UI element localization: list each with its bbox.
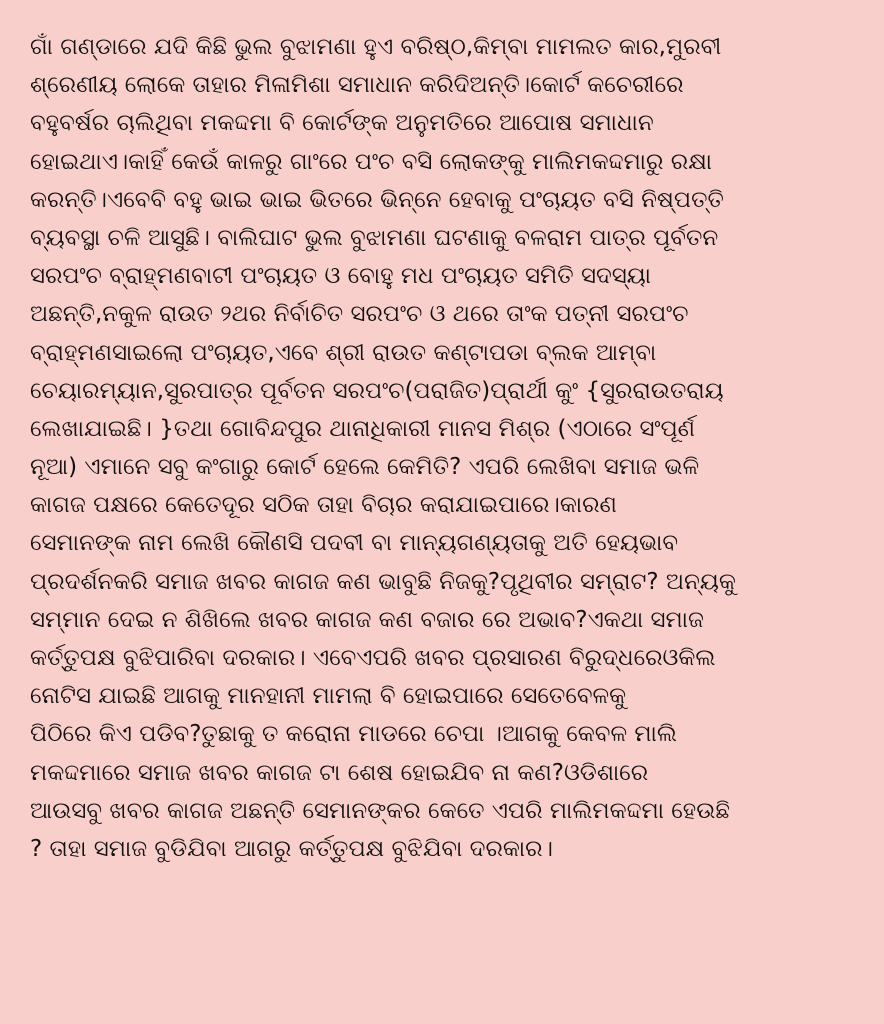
article-text: [30, 28, 854, 868]
text-line: ପିଠିରେ କିଏ ପଡିବ?ତୁଛାକୁ ତ କରୋନା ମାଡରେ ଚେପା ।ଆଗକୁ କେବଳ ମାଲି: [30, 721, 677, 748]
text-line: ଗାଁ ଗଣ୍ଡାରେ ଯଦି କିଛି ଭୁଲ ବୁଝାମଣା ହୁଏ ବରିଷ୍ଠ,କିମ୍ବା ମାମଲତ କାର,ମୁରବୀ: [30, 34, 722, 60]
text-line: କରନ୍ତି।ଏବେବି ବହୁ ଭାଇ ଭାଇ ଭିତରେ ଭିନ୍ନେ ହେବାକୁ ପଂଚାୟତ ବସି ନିଷ୍ପତ୍ତି: [30, 186, 724, 213]
text-line: ପ୍ରଦର୍ଶନକରି ସମାଜ ଖବର କାଗଜ କଣ ଭାବୁଛି ନିଜକୁ?ପୃଥିବୀର ସମ୍ରାଟ? ଅନ୍ୟକୁ: [30, 568, 736, 595]
text-line: ସମ୍ମାନ ଦେଇ ନ ଶିଖିଲେ ଖବର କାଗଜ କଣ ବଜାର ରେ ଅଭାବ?ଏକଥା ସମାଜ: [30, 606, 704, 633]
text-line: ସରପଂଚ ବ୍ରାହ୍ମଣବାଟୀ ପଂଚାୟତ ଓ ବୋହୁ ମଧ ପଂଚାୟତ ସମିତି ସଦସ୍ୟା: [30, 263, 651, 290]
text-line: ହୋଇଥାଏ।କାହିଁ କେଉଁ କାଳରୁ ଗାଂରେ ପଂଚ ବସି ଲୋକଙ୍କୁ ମାଲିମକଦ୍ଦମାରୁ ରକ୍ଷା: [30, 148, 713, 175]
text-line: ଲେଖାଯାଇଛି। }ତଥା ଗୋବିନ୍ଦପୁର ଥାନାଧିକାରୀ ମାନସ ମିଶ୍ର (ଏଠାରେ ସଂପୂର୍ଣ: [30, 415, 696, 442]
text-line: ନୋଟିସ ଯାଇଛି ଆଗକୁ ମାନହାନୀ ମାମଲା ବି ହୋଇପାରେ ସେତେବେଳକୁ: [30, 683, 627, 710]
text-line: ବ୍ରାହ୍ମଣସାଇଲୋ ପଂଚାୟତ,ଏବେ ଶ୍ରୀ ରାଉତ କଣ୍ଟାପଡା ବ୍ଲକ ଆମ୍ବା: [30, 339, 657, 366]
text-line: ବ୍ୟବସ୍ଥା ଚଳି ଆସୁଛି। ବାଲିଘାଟ ଭୁଲ ବୁଝାମଣା ଘଟଣାକୁ ବଳରାମ ପାତ୍ର ପୂର୍ବତନ: [30, 224, 719, 251]
text-line: ବହୁବର୍ଷର ଚାଲିଥିବା ମକଦ୍ଦମା ବି କୋର୍ଟଙ୍କ ଅନୁମତିରେ ଆପୋଷ ସମାଧାନ: [30, 110, 654, 137]
text-line: ନୂଆ) ଏମାନେ ସବୁ କଂଗାରୁ କୋର୍ଟ ହେଲେ କେମିତି? ଏପରି ଲେଖିବା ସମାଜ ଭଳି: [30, 454, 700, 481]
text-line: ଶ୍ରେଣୀୟ ଲୋକେ ତାହାର ମିଳାମିଶା ସମାଧାନ କରିଦିଅନ୍ତି।କୋର୍ଟ କଚେରୀରେ: [30, 72, 684, 99]
text-line: ଆଉସବୁ ଖବର କାଗଜ ଅଛନ୍ତି ସେମାନଙ୍କର କେତେ ଏପରି ମାଲିମକଦ୍ଦମା ହେଉଛି: [30, 797, 730, 824]
text-line: କର୍ତ୍ତୁପକ୍ଷ ବୁଝିପାରିବା ଦରକାର। ଏବେଏପରି ଖବର ପ୍ରସାରଣ ବିରୁଦ୍ଧରେଓକିଲ: [30, 645, 716, 671]
text-line: ? ତାହା ସମାଜ ବୁଡିଯିବା ଆଗରୁ କର୍ତ୍ତୁପକ୍ଷ ବୁଝିଯିବା ଦରକାର।: [30, 835, 553, 862]
text-line: ଚେୟାରମ୍ୟାନ,ସୁରପାତ୍ର ପୂର୍ବତନ ସରପଂଚ(ପରାଜିତ)ପ୍ରାର୍ଥୀ କୁଂ {ସୁରରାଉତରାୟ: [30, 377, 724, 404]
text-line: ଅଛନ୍ତି,ନକୁଳ ରାଉତ ୨ଥର ନିର୍ବାଚିତ ସରପଂଚ ଓ ଥରେ ତାଂକ ପତ୍ନୀ ସରପଂଚ: [30, 301, 689, 328]
text-line: ସେମାନଙ୍କ ନାମ ଲେଖି କୌଣସି ପଦବୀ ବା ମାନ୍ୟଗଣ୍ୟତାକୁ ଅତି ହେୟଭାବ: [30, 530, 679, 557]
text-line: କାଗଜ ପକ୍ଷରେ କେତେଦୂର ସଠିକ ତାହା ବିଚାର କରାଯାଇପାରେ।କାରଣ: [30, 492, 617, 519]
text-line: ମକଦ୍ଦମାରେ ସମାଜ ଖବର କାଗଜ ଟା ଶେଷ ହୋଇଯିବ ନା କଣ?ଓଡିଶାରେ: [30, 759, 649, 786]
